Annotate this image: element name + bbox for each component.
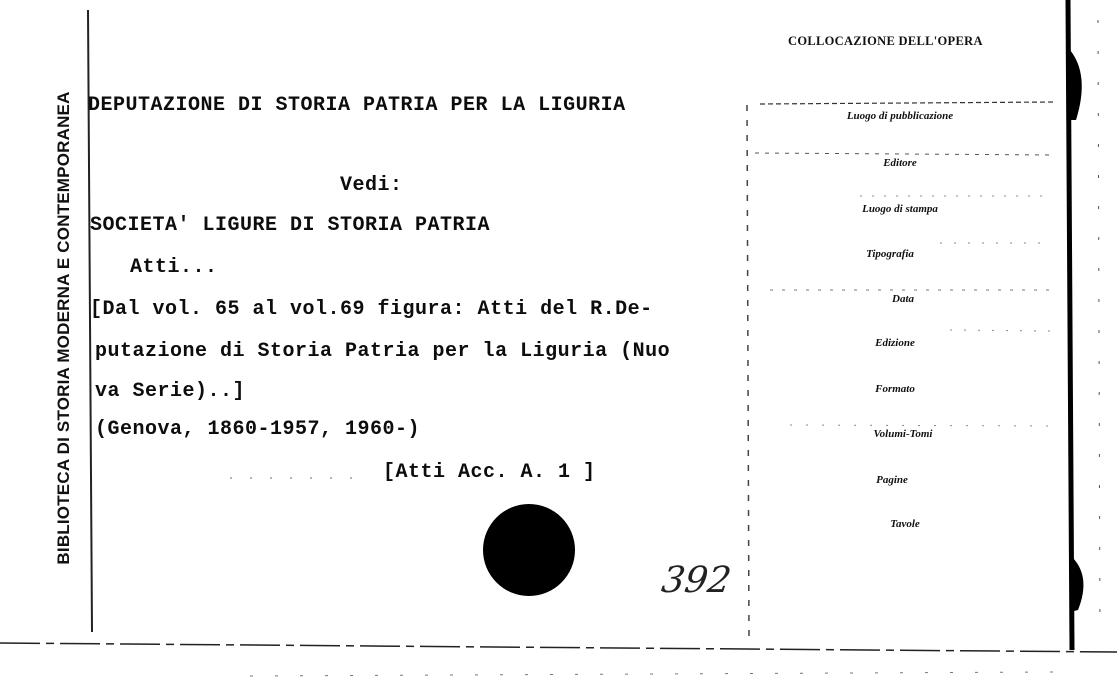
right-top-rule [760,102,1055,104]
right-edge-notch [1070,50,1082,120]
library-label-vertical: BIBLIOTECA DI STORIA MODERNA E CONTEMPORANEA [54,91,73,565]
column-divider [747,105,749,640]
bottom-speckle [250,672,1060,676]
field-luogo-pubblicazione: Luogo di pubblicazione [846,110,954,122]
field-tipografia: Tipografia [866,248,914,260]
see-label: Vedi: [340,174,403,197]
note-line-2: putazione di Storia Patria per la Liguria (Nuo [95,340,671,363]
reference-subtitle: Atti... [130,256,218,279]
field-formato: Formato [875,383,915,395]
shelfmark: [Atti Acc. A. 1 ] [383,461,596,484]
bottom-edge-rule [0,643,1117,652]
right-edge-notch-lower [1070,555,1083,612]
reference-title: SOCIETA' LIGURE DI STORIA PATRIA [90,214,491,237]
field-data: Data [892,293,914,305]
field-pagine: Pagine [876,474,908,486]
field-rule-5 [950,330,1050,331]
card-punch-hole [483,504,575,596]
card-heading: DEPUTAZIONE DI STORIA PATRIA PER LA LIGURIA [88,94,626,117]
right-edge-dots [1098,20,1100,640]
handwritten-number: 392 [659,560,734,601]
field-editore: Editore [883,157,917,169]
collocation-header: COLLOCAZIONE DELL'OPERA [788,34,983,48]
note-line-1: [Dal vol. 65 al vol.69 figura: Atti del R.De- [90,298,653,321]
imprint: (Genova, 1860-1957, 1960-) [95,418,421,441]
field-rule-6 [790,425,1050,426]
field-volumi-tomi: Volumi-Tomi [873,428,933,440]
note-line-3: va Serie)..] [95,380,246,403]
field-luogo-stampa: Luogo di stampa [862,203,938,215]
field-rule-1 [755,153,1055,155]
field-edizione: Edizione [875,337,915,349]
field-tavole: Tavole [890,518,920,530]
